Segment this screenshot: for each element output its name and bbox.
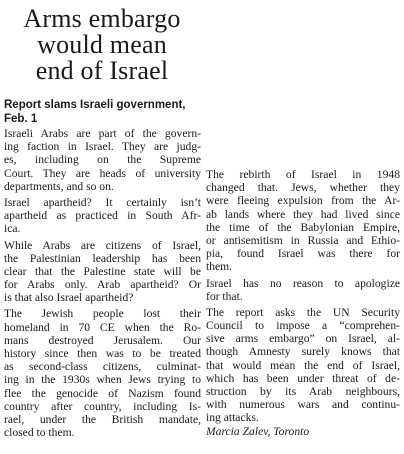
text-line: though Amnesty surely knows that <box>206 345 400 359</box>
column-left <box>4 127 201 442</box>
text-line: ica. <box>4 222 21 236</box>
text-line: The report asks the UN Security <box>206 305 400 319</box>
text-line: Israel has no reason to apologize <box>206 276 400 290</box>
text-line: departments, and so on. <box>4 179 114 193</box>
text-line: clear that the Palestine state will be <box>4 264 201 278</box>
text-line: which has been under threat of de- <box>206 371 400 385</box>
text-line: The rebirth of Israel in 1948 <box>206 168 400 181</box>
text-line: ing attacks. <box>206 411 259 425</box>
text-line: sive arms embargo” on Israel, al- <box>206 332 400 346</box>
text-line: homeland in 70 CE when the Ro- <box>4 320 201 334</box>
text-line: them. <box>206 260 233 274</box>
text-line: that would mean the end of Israel, <box>206 358 400 372</box>
text-line: for Arabs only. Arab apartheid? Or <box>4 278 201 292</box>
headline-line: Arms embargo <box>23 4 181 33</box>
text-line: were fleeing expulsion from the Ar- <box>206 194 400 208</box>
text-line: mans destroyed Jerusalem. Our <box>4 333 201 347</box>
text-line: is that also Israel apartheid? <box>4 291 134 305</box>
signature: Marcia Zalev, Toronto <box>206 424 310 438</box>
text-line: pia, found Israel was there for <box>206 247 400 261</box>
text-line: ing faction in Israel. They are judg- <box>4 140 201 154</box>
text-line: The Jewish people lost their <box>4 307 201 321</box>
text-line: as second-class citizens, culminat- <box>4 360 201 374</box>
text-line: or antisemitism in Russia and Ethio- <box>206 233 400 247</box>
text-line: Israeli Arabs are part of the govern- <box>4 127 201 140</box>
text-line: apartheid as practiced in South Afr- <box>4 209 201 223</box>
text-line: Israel apartheid? It certainly isn’t <box>4 195 201 209</box>
text-line: the Palestinian leadership has been <box>4 251 201 265</box>
text-line: history since then was to be treated <box>4 347 201 360</box>
text-line: with numerous wars and continu- <box>206 398 400 412</box>
text-line: flee the genocide of Nazism found <box>4 386 201 400</box>
text-line: rael, under the British mandate, <box>4 412 201 426</box>
text-line: Council to impose a “comprehen- <box>206 319 400 333</box>
text-line: closed to them. <box>4 426 75 440</box>
text-line: changed that. Jews, whether they <box>206 181 400 195</box>
text-line: the time of the Babylonian Empire, <box>206 220 400 234</box>
column-right <box>206 168 400 438</box>
headline <box>0 6 204 84</box>
text-line: country after country, including Is- <box>4 399 201 413</box>
text-line: struction by its Arab neighbours, <box>206 385 400 398</box>
subhead-line: Report slams Israeli government, <box>4 99 186 111</box>
headline-line: would mean <box>37 30 167 59</box>
headline-line: end of Israel <box>35 56 169 85</box>
text-line: ab lands where they had lived since <box>206 207 400 221</box>
text-line: Court. They are heads of university <box>4 166 201 180</box>
subhead-line: Feb. 1 <box>4 113 38 125</box>
paragraph-gap <box>4 439 201 442</box>
text-line: for that. <box>206 289 243 303</box>
text-line: es, including on the Supreme <box>4 153 201 167</box>
text-line: ing in the 1930s when Jews trying to <box>4 373 201 387</box>
text-line: While Arabs are citizens of Israel, <box>4 238 201 252</box>
subhead <box>4 98 200 126</box>
